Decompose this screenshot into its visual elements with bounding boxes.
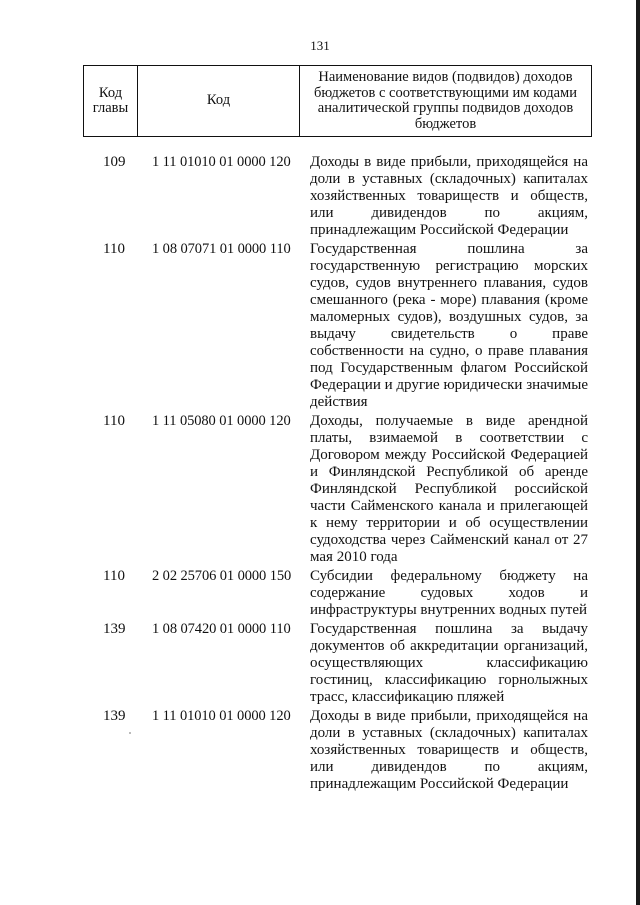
table-row xyxy=(0,621,640,706)
row-chapter-code: 139 xyxy=(103,708,126,724)
row-code: 1 11 01010 01 0000 120 xyxy=(152,708,291,724)
row-chapter-code: 110 xyxy=(103,568,125,584)
table-row xyxy=(0,708,640,793)
row-chapter-code: 109 xyxy=(103,154,126,170)
page-number: 131 xyxy=(310,38,330,53)
header-chapter-code: Код главы xyxy=(84,66,138,137)
scan-edge xyxy=(636,0,640,905)
header-row xyxy=(84,66,592,137)
row-code: 1 08 07071 01 0000 110 xyxy=(152,241,291,257)
row-code: 1 11 05080 01 0000 120 xyxy=(152,413,291,429)
row-chapter-code: 110 xyxy=(103,413,125,429)
table-body xyxy=(0,154,640,793)
row-name: Государственная пошлина за выдачу документов об аккредитации организаций, осуществляющих классификацию гостиниц, классификацию горнолыжных трасс, классификацию пляжей xyxy=(310,621,588,705)
header-name: Наименование видов (подвидов) доходов бюджетов с соответствующими им кодами аналитической группы подвидов доходов бюджетов xyxy=(300,66,592,137)
row-name: Субсидии федеральному бюджету на содержание судовых ходов и инфраструктуры внутренних водных путей xyxy=(310,568,588,618)
row-name: Доходы, получаемые в виде арендной платы, взимаемой в соответствии с Договором между Российской Федерацией и Финляндской Республикой об аренде Финляндской Республикой российской части Сайменского канала и прилегающей к нему территории и об осуществлении судоходства через Сайменский канал от 27 мая 2010 года xyxy=(310,413,588,565)
table-row xyxy=(0,413,640,566)
row-code: 1 08 07420 01 0000 110 xyxy=(152,621,291,637)
row-code: 2 02 25706 01 0000 150 xyxy=(152,568,292,584)
table-header xyxy=(83,65,592,137)
table-row xyxy=(0,241,640,411)
table-row xyxy=(0,568,640,619)
table-row xyxy=(0,154,640,239)
row-chapter-code: 110 xyxy=(103,241,125,257)
row-name: Государственная пошлина за государственную регистрацию морских судов, судов внутреннего плавания, судов смешанного (река - море) плавания (кроме маломерных судов), воздушных судов, за выдачу свидетельств о праве собственности на судно, о праве плавания под Государственным флагом Российской Федерации и другие юридически значимые действия xyxy=(310,241,588,410)
scan-dot xyxy=(129,732,131,734)
row-chapter-code: 139 xyxy=(103,621,126,637)
row-code: 1 11 01010 01 0000 120 xyxy=(152,154,291,170)
row-name: Доходы в виде прибыли, приходящейся на доли в уставных (складочных) капиталах хозяйственных товариществ и обществ, или дивидендов по акциям, принадлежащим Российской Федерации xyxy=(310,708,588,792)
row-name: Доходы в виде прибыли, приходящейся на доли в уставных (складочных) капиталах хозяйственных товариществ и обществ, или дивидендов по акциям, принадлежащим Российской Федерации xyxy=(310,154,588,238)
header-code: Код xyxy=(138,66,300,137)
